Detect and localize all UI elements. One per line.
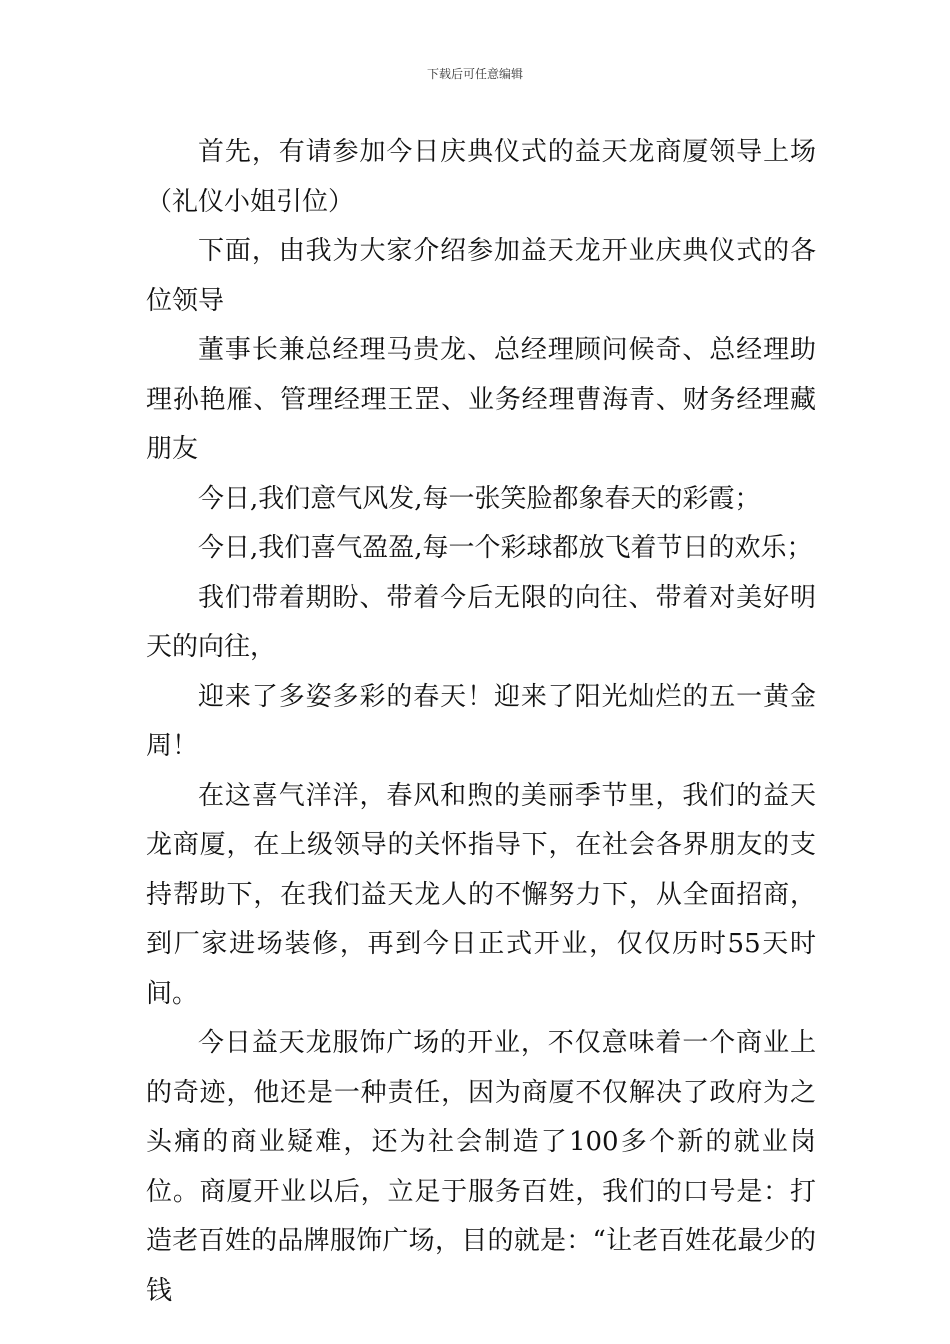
page-header: 下载后可任意编辑: [426, 67, 523, 81]
paragraph-9: 今日益天龙服饰广场的开业，不仅意味着一个商业上的奇迹，他还是一种责任，因为商厦不仅解决了政府为之头痛的商业疑难，还为社会制造了100多个新的就业岗位。商厦开业以后，立足于服务百姓，我们的口号是：打造老百姓的品牌服饰广场，目的就是：“让老百姓花最少的钱: [146, 1028, 816, 1306]
paragraph-1: 首先，有请参加今日庆典仪式的益天龙商厦领导上场（礼仪小姐引位）: [146, 137, 816, 217]
paragraph-4: 今日,我们意气风发,每一张笑脸都象春天的彩霞；: [198, 483, 761, 514]
paragraph-5: 今日,我们喜气盈盈,每一个彩球都放飞着节日的欢乐；: [198, 533, 813, 563]
paragraph-6: 我们带着期盼、带着今后无限的向往、带着对美好明天的向往，: [146, 582, 816, 662]
paragraph-2: 下面，由我为大家介绍参加益天龙开业庆典仪式的各位领导: [146, 236, 816, 316]
paragraph-7: 迎来了多姿多彩的春天！迎来了阳光灿烂的五一黄金周！: [146, 681, 816, 761]
paragraph-3: 董事长兼总经理马贵龙、总经理顾问候奇、总经理助理孙艳雁、管理经理王罡、业务经理曹海青、财务经理藏朋友: [146, 335, 816, 464]
paragraph-8: 在这喜气洋洋，春风和煦的美丽季节里，我们的益天龙商厦，在上级领导的关怀指导下，在社会各界朋友的支持帮助下，在我们益天龙人的不懈努力下，从全面招商，到厂家进场装修，再到今日正式开业，仅仅历时55天时间。: [146, 780, 816, 1009]
document-body: [146, 128, 816, 1316]
